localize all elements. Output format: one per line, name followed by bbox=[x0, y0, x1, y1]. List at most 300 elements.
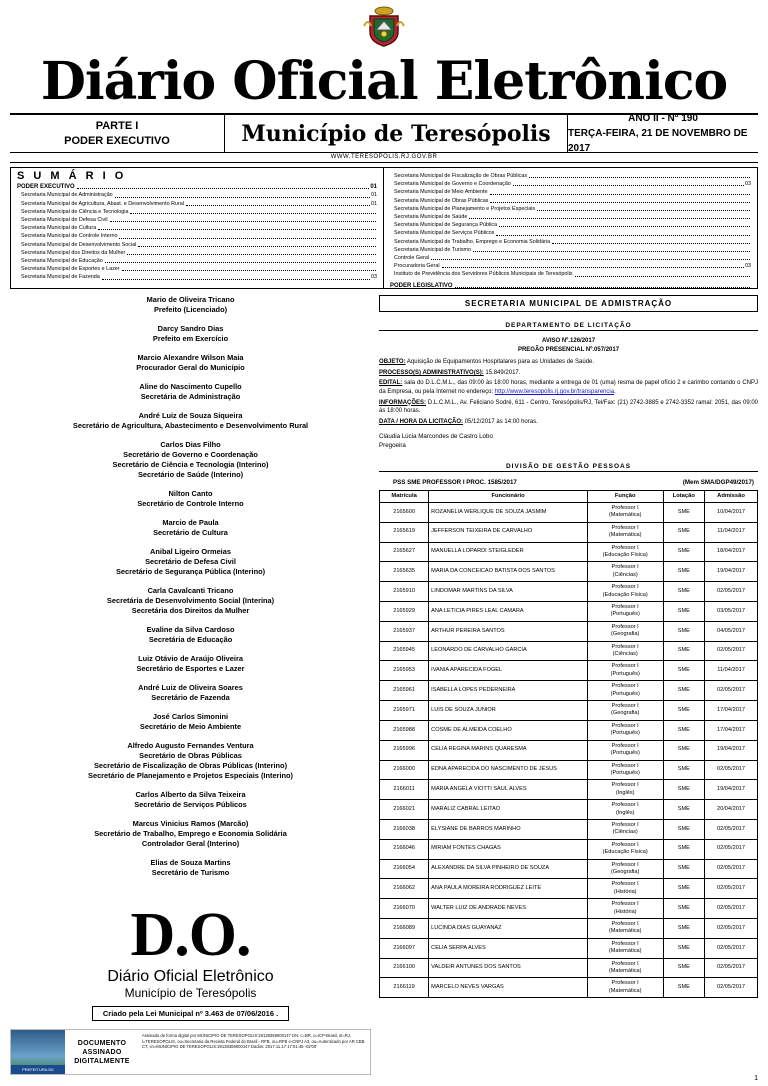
table-cell: WALTER LUIZ DE ANDRADE NEVES bbox=[429, 899, 588, 919]
summary-legislative-row bbox=[390, 282, 751, 290]
official-entry bbox=[10, 819, 371, 849]
dot-leader bbox=[110, 216, 376, 222]
summary-item-label: Instituto de Previdência dos Servidores Públicos Municipais de Teresópolis bbox=[394, 271, 573, 278]
notice-edital-link[interactable]: http://www.teresopolis.rj.gov.br/transparencia bbox=[494, 388, 615, 395]
table-row[interactable] bbox=[380, 780, 758, 800]
summary-item[interactable] bbox=[390, 188, 751, 196]
table-cell: 02/05/2017 bbox=[705, 899, 758, 919]
table-cell: 02/05/2017 bbox=[705, 938, 758, 958]
table-cell: MANUELLA LOPARDI STEIGLEDER bbox=[429, 542, 588, 562]
notice-edital-text: sala do D.L.C.M.L., das 09:00 às 18:00 horas, mediante a entrega de 01 (uma) resma de papel ofício 2 e carimbo contando o CNPJ da Empresa, ou pela Internet no endereço: bbox=[379, 380, 758, 395]
table-column-header: Funcionário bbox=[429, 490, 588, 502]
official-name: Alfredo Augusto Fernandes Ventura bbox=[127, 741, 254, 750]
table-cell: ROZANELIA WERLIQUE DE SOUZA JASMIM bbox=[429, 502, 588, 522]
official-entry bbox=[10, 547, 371, 577]
badge-line-1: DOCUMENTO bbox=[77, 1039, 127, 1047]
badge-line-3: DIGITALMENTE bbox=[74, 1057, 130, 1065]
signer-name: Cláudia Lúcia Marcondes de Castro Lobo bbox=[379, 433, 493, 441]
table-cell: Professor I (Inglês) bbox=[587, 780, 663, 800]
table-cell: SME bbox=[663, 701, 705, 721]
summary-item-label: Secretaria Municipal de Esportes e Lazer bbox=[21, 266, 120, 273]
dot-leader bbox=[102, 274, 370, 280]
official-entry bbox=[10, 858, 371, 878]
table-cell: 2166011 bbox=[380, 780, 429, 800]
dot-leader bbox=[77, 183, 370, 189]
table-cell: 2166119 bbox=[380, 978, 429, 998]
summary-title: S U M Á R I O bbox=[17, 170, 127, 182]
summary-item[interactable] bbox=[17, 191, 377, 199]
official-role: Secretário de Trabalho, Emprego e Economia Solidária bbox=[94, 829, 287, 838]
summary-item-label: Secretaria Municipal de Serviços Públicos bbox=[394, 230, 495, 237]
table-cell: 2166046 bbox=[380, 839, 429, 859]
summary-item[interactable] bbox=[390, 197, 751, 205]
summary-item[interactable] bbox=[390, 213, 751, 221]
dot-leader bbox=[105, 257, 376, 263]
summary-item-label: Secretaria Municipal de Ciência e Tecnologia bbox=[21, 208, 129, 215]
notice-processo-text: 15.849/2017. bbox=[483, 369, 521, 376]
table-row[interactable] bbox=[380, 502, 758, 522]
do-logo-block bbox=[10, 901, 371, 1081]
table-row[interactable] bbox=[380, 919, 758, 939]
masthead-city: Município de Teresópolis bbox=[241, 120, 551, 147]
table-cell: CELIA SERPA ALVES bbox=[429, 938, 588, 958]
dot-leader bbox=[130, 208, 376, 214]
summary-item-label: Controle Geral bbox=[394, 255, 430, 262]
dot-leader bbox=[119, 233, 376, 239]
table-row[interactable] bbox=[380, 819, 758, 839]
table-column-header: Função bbox=[587, 490, 663, 502]
table-row[interactable] bbox=[380, 641, 758, 661]
masthead-bar bbox=[10, 113, 758, 153]
summary-item[interactable] bbox=[390, 180, 751, 188]
notice-objeto-label: OBJETO: bbox=[379, 359, 406, 366]
table-cell: 2165937 bbox=[380, 621, 429, 641]
dot-leader bbox=[529, 172, 750, 178]
table-cell: JEFFERSON TEIXEIRA DE CARVALHO bbox=[429, 522, 588, 542]
table-cell: SME bbox=[663, 760, 705, 780]
signer-role: Pregoeira bbox=[379, 441, 406, 449]
table-cell: 2165996 bbox=[380, 740, 429, 760]
table-row[interactable] bbox=[380, 879, 758, 899]
official-role: Secretário de Fiscalização de Obras Públicas (Interino) bbox=[93, 761, 288, 770]
official-role: Secretário de Controle Interno bbox=[137, 499, 244, 508]
summary-item[interactable] bbox=[17, 200, 377, 208]
summary-item-label: Secretaria Municipal de Governo e Coordenação bbox=[394, 181, 511, 188]
table-cell: 19/04/2017 bbox=[705, 780, 758, 800]
signature-badge bbox=[65, 1030, 139, 1074]
table-cell: 02/05/2017 bbox=[705, 819, 758, 839]
table-row[interactable] bbox=[380, 542, 758, 562]
table-row[interactable] bbox=[380, 720, 758, 740]
table-cell: 2165929 bbox=[380, 602, 429, 622]
summary-item[interactable] bbox=[390, 270, 751, 278]
table-cell: 02/05/2017 bbox=[705, 760, 758, 780]
summary-item-label: Secretaria Municipal de Fazenda bbox=[21, 274, 100, 281]
table-cell: 2165953 bbox=[380, 661, 429, 681]
table-cell: 10/04/2017 bbox=[705, 502, 758, 522]
notice-informacoes-text: D.L.C.M.L., Av. Feliciano Sodré, 611 - Centro, Teresópolis/RJ, Tel/Fax: (21) 2742-3885 e 2742-3352 ramal: 2051, das 09:00 às 18:00 horas. bbox=[379, 399, 758, 415]
summary-item[interactable] bbox=[17, 249, 377, 257]
summary-left-column bbox=[11, 168, 384, 288]
summary-item[interactable] bbox=[17, 208, 377, 216]
table-cell: MARCELO NEVES VARGAS bbox=[429, 978, 588, 998]
summary-item[interactable] bbox=[17, 265, 377, 273]
summary-item-page: 03 bbox=[745, 263, 751, 270]
table-cell: 2165619 bbox=[380, 522, 429, 542]
notice-processo-label: PROCESSO(S) ADMINISTRATIVO(S): bbox=[379, 369, 484, 376]
table-row[interactable] bbox=[380, 602, 758, 622]
right-column bbox=[379, 295, 758, 1075]
summary-item[interactable] bbox=[17, 224, 377, 232]
badge-line-2: ASSINADO bbox=[82, 1048, 122, 1056]
official-name: Anibal Ligeiro Ormeias bbox=[150, 547, 231, 556]
summary-item-label: Procuradoria Geral bbox=[394, 263, 440, 270]
table-cell: 02/05/2017 bbox=[705, 641, 758, 661]
table-column-header: Admissão bbox=[705, 490, 758, 502]
official-name: Carla Cavalcanti Tricano bbox=[147, 586, 234, 595]
official-name: Carlos Alberto da Silva Teixeira bbox=[135, 790, 246, 799]
official-role: Secretário de Serviços Públicos bbox=[134, 800, 247, 809]
summary-head-row bbox=[17, 183, 377, 191]
table-cell: 2166097 bbox=[380, 938, 429, 958]
official-entry bbox=[10, 440, 371, 480]
coat-of-arms-icon bbox=[362, 6, 406, 48]
table-cell: SME bbox=[663, 879, 705, 899]
table-cell: ALEXANDRE DA SILVA PINHEIRO DE SOUZA bbox=[429, 859, 588, 879]
summary-item-label: Secretaria Municipal de Trabalho, Emprego e Economia Solidária bbox=[394, 238, 551, 245]
official-role: Prefeito (Licenciado) bbox=[153, 305, 228, 314]
table-cell: 2165600 bbox=[380, 502, 429, 522]
official-name: Marcio de Paula bbox=[162, 518, 219, 527]
table-row[interactable] bbox=[380, 740, 758, 760]
table-cell: 02/05/2017 bbox=[705, 879, 758, 899]
table-cell: Professor I (Educação Física) bbox=[587, 542, 663, 562]
official-role: Secretário de Turismo bbox=[151, 868, 230, 877]
table-row[interactable] bbox=[380, 899, 758, 919]
table-row[interactable] bbox=[380, 978, 758, 998]
table-cell: LUIS DE SOUZA JUNIOR bbox=[429, 701, 588, 721]
table-header-row bbox=[380, 490, 758, 502]
section-header-administration: SECRETARIA MUNICIPAL DE ADMISTRAÇÃO bbox=[379, 295, 758, 312]
notice-objeto-text: Aquisição de Equipamentos Hospitalares para as Unidades de Saúde. bbox=[405, 359, 595, 366]
masthead-city-cell bbox=[225, 115, 568, 152]
table-cell: 11/04/2017 bbox=[705, 522, 758, 542]
table-cell: Professor I (Matemática) bbox=[587, 502, 663, 522]
table-cell: Professor I (Matemática) bbox=[587, 522, 663, 542]
table-cell: SME bbox=[663, 740, 705, 760]
table-cell: Professor I (Educação Física) bbox=[587, 582, 663, 602]
summary-item-label: Secretaria Municipal de Segurança Pública bbox=[394, 222, 498, 229]
table-cell: Professor I (Geografia) bbox=[587, 859, 663, 879]
table-cell: Professor I (Matemática) bbox=[587, 978, 663, 998]
table-cell: Professor I (História) bbox=[587, 899, 663, 919]
notice-data-text: 05/12/2017 às 14:00 horas. bbox=[463, 418, 538, 425]
table-cell: ANA LETICIA PIRES LEAL CAMARA bbox=[429, 602, 588, 622]
do-logo: D.O. bbox=[130, 901, 251, 969]
summary-item-label: Secretaria Municipal de Obras Públicas bbox=[394, 197, 489, 204]
table-cell: 2165910 bbox=[380, 582, 429, 602]
table-cell: 19/04/2017 bbox=[705, 740, 758, 760]
official-name: Luiz Otávio de Araújo Oliveira bbox=[138, 654, 243, 663]
table-cell: SME bbox=[663, 919, 705, 939]
notice-data-label: DATA / HORA DA LICITAÇÃO: bbox=[379, 418, 464, 425]
table-row[interactable] bbox=[380, 681, 758, 701]
dot-leader bbox=[455, 282, 750, 288]
table-cell: 2166062 bbox=[380, 879, 429, 899]
summary-item[interactable] bbox=[390, 229, 751, 237]
summary-head-label: PODER EXECUTIVO bbox=[17, 184, 75, 191]
table-cell: 19/04/2017 bbox=[705, 562, 758, 582]
table-cell: 2166021 bbox=[380, 800, 429, 820]
table-row[interactable] bbox=[380, 621, 758, 641]
official-name: Nilton Canto bbox=[168, 489, 213, 498]
table-cell: 02/05/2017 bbox=[705, 919, 758, 939]
table-cell: 03/05/2017 bbox=[705, 602, 758, 622]
left-column bbox=[10, 295, 379, 1081]
table-cell: VALDEIR ANTUNES DOS SANTOS bbox=[429, 958, 588, 978]
dot-leader bbox=[469, 213, 750, 219]
dot-leader bbox=[431, 254, 750, 260]
digital-signature-box bbox=[10, 1029, 371, 1081]
summary-item-page: 03 bbox=[745, 181, 751, 188]
official-role: Secretário de Fazenda bbox=[151, 693, 230, 702]
summary-item-label: Secretaria Municipal dos Direitos da Mulher bbox=[21, 249, 126, 256]
table-cell: 02/05/2017 bbox=[705, 582, 758, 602]
table-row[interactable] bbox=[380, 562, 758, 582]
official-entry bbox=[10, 790, 371, 810]
table-cell: 17/04/2017 bbox=[705, 701, 758, 721]
table-cell: 02/05/2017 bbox=[705, 839, 758, 859]
table-cell: SME bbox=[663, 839, 705, 859]
official-entry bbox=[10, 411, 371, 431]
table-cell: SME bbox=[663, 542, 705, 562]
table-cell: Professor I (Português) bbox=[587, 681, 663, 701]
official-role: Secretário de Meio Ambiente bbox=[139, 722, 242, 731]
table-cell: 17/04/2017 bbox=[705, 720, 758, 740]
table-row[interactable] bbox=[380, 859, 758, 879]
summary-item-page: 01 bbox=[371, 192, 377, 199]
pss-title-row bbox=[379, 479, 758, 486]
department-header-licitacao: DEPARTAMENTO DE LICITAÇÃO bbox=[379, 322, 758, 331]
table-row[interactable] bbox=[380, 800, 758, 820]
table-cell: SME bbox=[663, 681, 705, 701]
table-column-header: Matrícula bbox=[380, 490, 429, 502]
summary-item-label: Secretaria Municipal de Turismo bbox=[394, 246, 471, 253]
table-row[interactable] bbox=[380, 958, 758, 978]
masthead-power: PODER EXECUTIVO bbox=[64, 134, 170, 147]
masthead-year-issue: ANO II - Nº 190 bbox=[628, 113, 698, 124]
table-cell: Professor I (Geografia) bbox=[587, 701, 663, 721]
official-role: Procurador Geral do Município bbox=[136, 363, 245, 372]
summary-item-label: Secretaria Municipal de Saúde bbox=[394, 214, 468, 221]
summary-item[interactable] bbox=[390, 172, 751, 180]
official-role: Secretário de Saúde (Interino) bbox=[137, 470, 244, 479]
table-cell: SME bbox=[663, 602, 705, 622]
table-cell: 2165961 bbox=[380, 681, 429, 701]
summary-item-label: Secretaria Municipal de Administração bbox=[21, 192, 113, 199]
table-cell: 2166038 bbox=[380, 819, 429, 839]
table-cell: Professor I (Matemática) bbox=[587, 919, 663, 939]
summary-item-label: Secretaria Municipal de Defesa Civil bbox=[21, 217, 108, 224]
table-cell: Professor I (História) bbox=[587, 879, 663, 899]
official-name: Carlos Dias Filho bbox=[160, 440, 221, 449]
table-cell: ELYSIANE DE BARROS MARINHO bbox=[429, 819, 588, 839]
summary-item[interactable] bbox=[390, 262, 751, 270]
official-entry bbox=[10, 518, 371, 538]
summary-item[interactable] bbox=[17, 273, 377, 281]
summary-item-page: 01 bbox=[371, 200, 377, 207]
table-cell: SME bbox=[663, 522, 705, 542]
summary-head-page: 01 bbox=[370, 184, 377, 191]
summary-item[interactable] bbox=[17, 232, 377, 240]
summary-item[interactable] bbox=[390, 221, 751, 229]
official-role: Secretário de Defesa Civil bbox=[145, 557, 236, 566]
masthead-part-cell bbox=[10, 115, 225, 152]
official-role: Secretária de Educação bbox=[148, 635, 233, 644]
table-cell: ARTHUR PEREIRA SANTOS bbox=[429, 621, 588, 641]
pss-title-right: (Mem SMA/DGP49/2017) bbox=[682, 478, 754, 486]
page-number: 1 bbox=[754, 1075, 758, 1082]
body-columns bbox=[10, 295, 758, 1081]
table-cell: 2166000 bbox=[380, 760, 429, 780]
table-cell: Professor I (Matemática) bbox=[587, 938, 663, 958]
dot-leader bbox=[513, 180, 744, 186]
table-cell: SME bbox=[663, 819, 705, 839]
official-entry bbox=[10, 586, 371, 616]
table-cell: MARIA ANGELA VIOTTI SAUL ALVES bbox=[429, 780, 588, 800]
table-cell: Professor I (Ciências) bbox=[587, 641, 663, 661]
summary-item[interactable] bbox=[17, 257, 377, 265]
table-cell: 04/05/2017 bbox=[705, 621, 758, 641]
table-cell: 02/05/2017 bbox=[705, 859, 758, 879]
table-row[interactable] bbox=[380, 938, 758, 958]
table-cell: LUCINDA DIAS GUAYANAZ bbox=[429, 919, 588, 939]
table-cell: Professor I (Matemática) bbox=[587, 958, 663, 978]
signature-metadata: Assinado de forma digital por MUNICIPIO DE TERESOPOLIS:29138369000147 DN: c=BR, o=ICP-Brasil, st=RJ, l=TERESOPOLIS, ou=Secretaria da Receita Federal do Brasil - RFB, ou=RFB e-CNPJ A3, ou=Autenticado por AR CBB CT, cn=MUNICIPIO DE TERESOPOLIS:29138369000147 Dados: 2017.11.17 17:01:45 -02'00' bbox=[142, 1033, 365, 1050]
official-name: André Luiz de Souza Siqueira bbox=[138, 411, 243, 420]
table-column-header: Lotação bbox=[663, 490, 705, 502]
official-role: Secretário de Obras Públicas bbox=[139, 751, 242, 760]
table-cell: CELIA REGINA MARINS QUARESMA bbox=[429, 740, 588, 760]
dot-leader bbox=[490, 197, 750, 203]
official-role: Secretário de Ciência e Tecnologia (Interino) bbox=[112, 460, 269, 469]
summary-item[interactable] bbox=[390, 246, 751, 254]
official-role: Secretário de Agricultura, Abastecimento e Desenvolvimento Rural bbox=[72, 421, 309, 430]
table-cell: SME bbox=[663, 899, 705, 919]
table-cell: 2165635 bbox=[380, 562, 429, 582]
dot-leader bbox=[127, 249, 376, 255]
notice-type: PREGÃO PRESENCIAL Nº.057/2017 bbox=[517, 346, 620, 353]
table-cell: LEONARDO DE CARVALHO GARCIA bbox=[429, 641, 588, 661]
official-role: Secretário de Segurança Pública (Interino) bbox=[115, 567, 266, 576]
official-entry bbox=[10, 625, 371, 645]
summary-item[interactable] bbox=[390, 254, 751, 262]
table-cell: ANA PAULA MOREIRA RODRIGUEZ LEITE bbox=[429, 879, 588, 899]
table-cell: Professor I (Geografia) bbox=[587, 621, 663, 641]
official-name: Elias de Souza Martins bbox=[150, 858, 231, 867]
summary-item[interactable] bbox=[390, 238, 751, 246]
table-cell: SME bbox=[663, 938, 705, 958]
notice-edital-label: EDITAL: bbox=[379, 380, 403, 387]
table-row[interactable] bbox=[380, 661, 758, 681]
official-entry bbox=[10, 489, 371, 509]
table-cell: EDNA APARECIDA DO NASCIMENTO DE JESUS bbox=[429, 760, 588, 780]
summary-item-label: Secretaria Municipal de Meio Ambiente bbox=[394, 189, 488, 196]
summary-item[interactable] bbox=[17, 216, 377, 224]
dot-leader bbox=[552, 238, 750, 244]
official-role: Secretário de Cultura bbox=[153, 528, 228, 537]
table-cell: 2166089 bbox=[380, 919, 429, 939]
table-cell: 2165627 bbox=[380, 542, 429, 562]
masthead-website[interactable]: WWW.TERESOPOLIS.RJ.GOV.BR bbox=[10, 153, 758, 163]
dot-leader bbox=[98, 224, 376, 230]
crest-wrapper bbox=[10, 4, 758, 53]
official-role: Controlador Geral (Interino) bbox=[141, 839, 240, 848]
table-row[interactable] bbox=[380, 582, 758, 602]
table-row[interactable] bbox=[380, 522, 758, 542]
table-cell: 11/04/2017 bbox=[705, 661, 758, 681]
official-role: Secretária de Administração bbox=[140, 392, 241, 401]
official-entry bbox=[10, 382, 371, 402]
table-cell: SME bbox=[663, 621, 705, 641]
notice-number: AVISO Nº.126/2017 bbox=[541, 338, 596, 344]
summary-item-label: Secretaria Municipal de Educação bbox=[21, 258, 103, 265]
table-cell: MARIA DA CONCEICAO BATISTA DOS SANTOS bbox=[429, 562, 588, 582]
dot-leader bbox=[473, 246, 750, 252]
official-entry bbox=[10, 324, 371, 344]
dot-leader bbox=[499, 221, 750, 227]
table-cell: SME bbox=[663, 582, 705, 602]
official-name: José Carlos Simonini bbox=[152, 712, 229, 721]
summary-legislative-label: PODER LEGISLATIVO bbox=[390, 282, 453, 289]
official-role: Secretário de Governo e Coordenação bbox=[123, 450, 258, 459]
signature-strip-label: PREFEITURA DE TERESÓPOLIS bbox=[11, 1065, 65, 1074]
table-cell: 02/05/2017 bbox=[705, 958, 758, 978]
dot-leader bbox=[115, 192, 370, 198]
division-header-gestao-pessoas: DIVISÃO DE GESTÃO PESSOAS bbox=[379, 463, 758, 472]
dot-leader bbox=[490, 189, 751, 195]
table-cell: LINDOMAR MARTINS DA SILVA bbox=[429, 582, 588, 602]
notice-edital-text-end: . bbox=[614, 388, 616, 395]
table-cell: 20/04/2017 bbox=[705, 800, 758, 820]
pss-title-left: PSS SME PROFESSOR I PROC. 1585/2017 bbox=[393, 478, 517, 486]
table-row[interactable] bbox=[380, 839, 758, 859]
official-name: Marcus Vinicius Ramos (Marcão) bbox=[132, 819, 249, 828]
official-role: Secretário de Planejamento e Projetos Especiais (Interino) bbox=[88, 771, 293, 780]
table-row[interactable] bbox=[380, 701, 758, 721]
table-row[interactable] bbox=[380, 760, 758, 780]
dot-leader bbox=[575, 271, 751, 277]
summary-item[interactable] bbox=[17, 241, 377, 249]
official-name: Mario de Oliveira Tricano bbox=[146, 295, 235, 304]
table-cell: 2165971 bbox=[380, 701, 429, 721]
table-cell: 2166100 bbox=[380, 958, 429, 978]
summary-item-label: Secretaria Municipal de Cultura bbox=[21, 225, 97, 232]
table-cell: 2166070 bbox=[380, 899, 429, 919]
table-cell: Professor I (Português) bbox=[587, 661, 663, 681]
official-entry bbox=[10, 683, 371, 703]
summary-item[interactable] bbox=[390, 205, 751, 213]
summary-item-page: 03 bbox=[371, 274, 377, 281]
summary-item-label: Secretaria Municipal de Fiscalização de Obras Públicas bbox=[394, 173, 528, 179]
table-cell: SME bbox=[663, 859, 705, 879]
table-cell: IVANIA APARECIDA FOGEL bbox=[429, 661, 588, 681]
table-cell: Professor I (Português) bbox=[587, 602, 663, 622]
officials-list bbox=[10, 295, 371, 878]
table-cell: Professor I (Português) bbox=[587, 720, 663, 740]
summary-item-label: Secretaria Municipal de Controle Interno bbox=[21, 233, 118, 240]
table-cell: Professor I (Português) bbox=[587, 760, 663, 780]
